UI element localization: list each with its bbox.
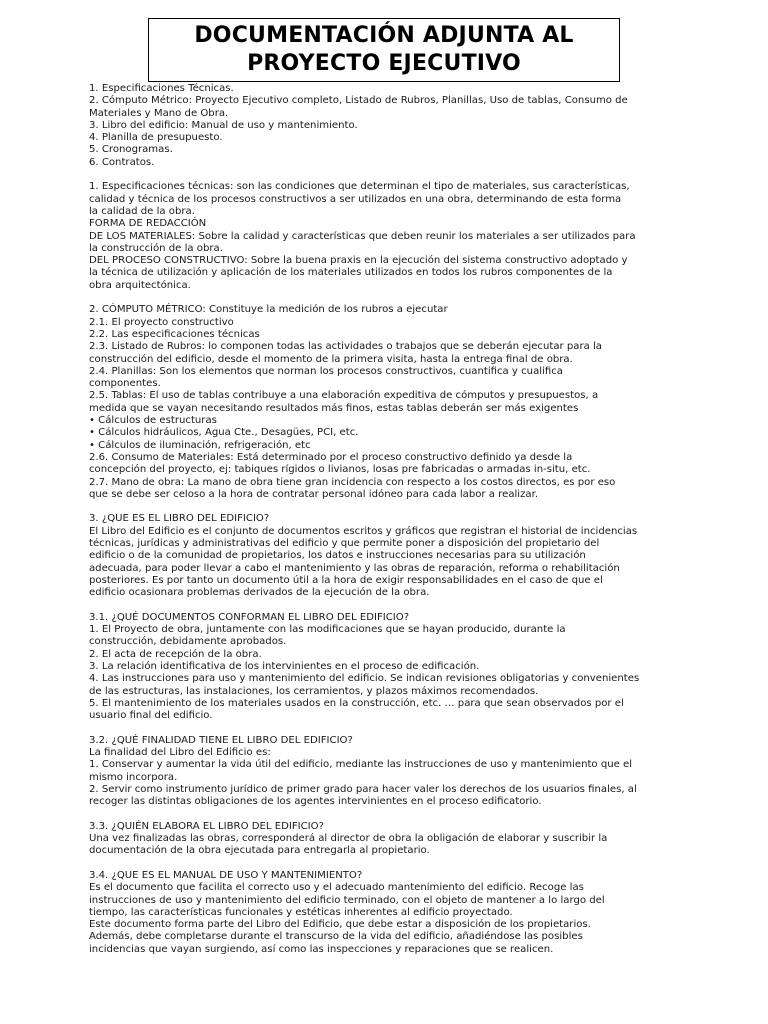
text-line: 3.2. ¿QUÉ FINALIDAD TIENE EL LIBRO DEL EDIFICIO? bbox=[89, 734, 353, 746]
text-line: recoger las distintas obligaciones de los agentes intervinientes en el proceso edificatorio. bbox=[89, 796, 542, 808]
text-line: Es el documento que facilita el correcto uso y el adecuado mantenimiento del edificio. Recoge las bbox=[89, 882, 584, 894]
text-line: 2.2. Las especificaciones técnicas bbox=[89, 328, 260, 340]
text-line: usuario final del edificio. bbox=[89, 710, 213, 722]
document-title-line-2: PROYECTO EJECUTIVO bbox=[247, 51, 521, 76]
paragraph-gap bbox=[89, 169, 689, 181]
text-line: edificio ocasionara problemas derivados de la ejecución de la obra. bbox=[89, 587, 430, 599]
document-title-box bbox=[148, 18, 620, 82]
paragraph bbox=[89, 735, 689, 809]
document-body bbox=[89, 83, 689, 956]
text-line: Una vez finalizadas las obras, corresponderá al director de obra la obligación de elaborar y suscribir la bbox=[89, 833, 608, 845]
text-line: 3.3. ¿QUIÉN ELABORA EL LIBRO DEL EDIFICIO? bbox=[89, 820, 324, 832]
paragraph bbox=[89, 612, 689, 723]
paragraph bbox=[89, 513, 689, 599]
text-line: componentes. bbox=[89, 378, 161, 390]
text-line: 1. El Proyecto de obra, juntamente con las modificaciones que se hayan producido, durante la bbox=[89, 624, 566, 636]
text-line: 3.1. ¿QUÉ DOCUMENTOS CONFORMAN EL LIBRO DEL EDIFICIO? bbox=[89, 611, 410, 623]
text-line: DEL PROCESO CONSTRUCTIVO: Sobre la buena praxis en la ejecución del sistema constructivo adoptado y bbox=[89, 255, 628, 267]
text-line: 3. Libro del edificio: Manual de uso y mantenimiento. bbox=[89, 119, 358, 131]
text-line: 4. Las instrucciones para uso y mantenimiento del edificio. Se indican revisiones obligatorias y convenientes bbox=[89, 673, 640, 685]
text-line: concepción del proyecto, ej: tabiques rígidos o livianos, losas pre fabricadas o armadas in-situ, etc. bbox=[89, 464, 591, 476]
text-line: • Cálculos de estructuras bbox=[89, 415, 217, 427]
paragraph bbox=[89, 181, 689, 292]
text-line: Además, debe completarse durante el transcurso de la vida del edificio, añadiéndose las posibles bbox=[89, 931, 583, 943]
text-line: adecuada, para poder llevar a cabo el mantenimiento y las obras de reparación, reforma o rehabilitación bbox=[89, 562, 620, 574]
text-line: construcción, debidamente aprobados. bbox=[89, 636, 287, 648]
text-line: 2. El acta de recepción de la obra. bbox=[89, 648, 262, 660]
text-line: Este documento forma parte del Libro del Edificio, que debe estar a disposición de los propietarios. bbox=[89, 919, 591, 931]
text-line: 2.6. Consumo de Materiales: Está determinado por el proceso constructivo definido ya desde la bbox=[89, 451, 573, 463]
text-line: La finalidad del Libro del Edificio es: bbox=[89, 747, 271, 759]
text-line: construcción del edificio, desde el momento de la primera visita, hasta la entrega final de obra. bbox=[89, 353, 573, 365]
text-line: • Cálculos de iluminación, refrigeración, etc bbox=[89, 439, 311, 451]
text-line: técnicas, jurídicas y administrativas del edificio y que permite poner a disposición del propietario del bbox=[89, 537, 600, 549]
text-line: de las estructuras, las instalaciones, los cerramientos, y plazos máximos recomendados. bbox=[89, 685, 539, 697]
text-line: 5. El mantenimiento de los materiales usados en la construcción, etc. … para que sean observados por el bbox=[89, 697, 624, 709]
text-line: 1. Especificaciones técnicas: son las condiciones que determinan el tipo de materiales, sus características, bbox=[89, 181, 630, 193]
text-line: 2.3. Listado de Rubros: lo componen todas las actividades o trabajos que se deberán ejecutar para la bbox=[89, 341, 602, 353]
paragraph bbox=[89, 304, 689, 501]
text-line: 1. Conservar y aumentar la vida útil del edificio, mediante las instrucciones de uso y mantenimiento que el bbox=[89, 759, 633, 771]
text-line: edificio o de la comunidad de propietarios, los datos e instrucciones necesarias para su utilización bbox=[89, 550, 586, 562]
text-line: 3. ¿QUE ES EL LIBRO DEL EDIFICIO? bbox=[89, 513, 270, 525]
paragraph-gap bbox=[89, 599, 689, 611]
paragraph-gap bbox=[89, 809, 689, 821]
text-line: 2.1. El proyecto constructivo bbox=[89, 316, 234, 328]
text-line: la técnica de utilización y aplicación de los materiales utilizados en todos los rubros componentes de la bbox=[89, 267, 613, 279]
text-line: • Cálculos hidráulicos, Agua Cte., Desagües, PCI, etc. bbox=[89, 427, 359, 439]
paragraph-gap bbox=[89, 292, 689, 304]
text-line: 2. CÓMPUTO MÉTRICO: Constituye la medición de los rubros a ejecutar bbox=[89, 304, 448, 316]
text-line: El Libro del Edificio es el conjunto de documentos escritos y gráficos que registran el historial de incidencias bbox=[89, 525, 638, 537]
text-line: 6. Contratos. bbox=[89, 156, 155, 168]
text-line: calidad y técnica de los procesos constructivos a ser utilizados en una obra, determinando de esta forma bbox=[89, 193, 622, 205]
text-line: medida que se vayan necesitando resultados más finos, estas tablas deberán ser más exigentes bbox=[89, 402, 579, 414]
text-line: 1. Especificaciones Técnicas. bbox=[89, 83, 234, 94]
text-line: Materiales y Mano de Obra. bbox=[89, 107, 229, 119]
text-line: 3.4. ¿QUE ES EL MANUAL DE USO Y MANTENIMIENTO? bbox=[89, 870, 363, 881]
text-line: la construcción de la obra. bbox=[89, 242, 223, 254]
text-line: que se debe ser celoso a la hora de contratar personal idóneo para cada labor a realizar. bbox=[89, 488, 539, 500]
paragraph bbox=[89, 821, 689, 858]
text-line: 2.5. Tablas: El uso de tablas contribuye a una elaboración expeditiva de cómputos y presupuestos, a bbox=[89, 390, 599, 402]
text-line: documentación de la obra ejecutada para entregarla al propietario. bbox=[89, 845, 430, 857]
text-line: 2.4. Planillas: Son los elementos que norman los procesos constructivos, cuantifica y cualifica bbox=[89, 365, 563, 377]
text-line: mismo incorpora. bbox=[89, 771, 178, 783]
paragraph bbox=[89, 83, 689, 169]
paragraph bbox=[89, 870, 689, 956]
text-line: obra arquitectónica. bbox=[89, 279, 191, 291]
text-line: FORMA DE REDACCIÓN bbox=[89, 218, 207, 230]
paragraph-gap bbox=[89, 858, 689, 870]
paragraph-gap bbox=[89, 501, 689, 513]
text-line: tiempo, las características funcionales y estéticas inherentes al edificio proyectado. bbox=[89, 906, 513, 918]
text-line: 2. Servir como instrumento jurídico de primer grado para hacer valer los derechos de los usuarios finales, al bbox=[89, 783, 637, 795]
text-line: 5. Cronogramas. bbox=[89, 144, 173, 156]
text-line: la calidad de la obra. bbox=[89, 205, 195, 217]
text-line: 2. Cómputo Métrico: Proyecto Ejecutivo completo, Listado de Rubros, Planillas, Uso de tablas, Consumo de bbox=[89, 95, 628, 107]
text-line: 2.7. Mano de obra: La mano de obra tiene gran incidencia con respecto a los costos directos, es por eso bbox=[89, 476, 616, 488]
text-line: 3. La relación identificativa de los intervinientes en el proceso de edificación. bbox=[89, 660, 480, 672]
text-line: 4. Planilla de presupuesto. bbox=[89, 132, 223, 144]
paragraph-gap bbox=[89, 722, 689, 734]
text-line: DE LOS MATERIALES: Sobre la calidad y características que deben reunir los materiales a ser utilizados para bbox=[89, 230, 636, 242]
text-line: instrucciones de uso y mantenimiento del edificio terminado, con el objeto de mantener a lo largo del bbox=[89, 894, 605, 906]
text-line: incidencias que vayan surgiendo, así como las inspecciones y reparaciones que se realicen. bbox=[89, 943, 554, 955]
document-title-line-1: DOCUMENTACIÓN ADJUNTA AL bbox=[194, 23, 574, 48]
text-line: posteriores. Es por tanto un documento útil a la hora de exigir responsabilidades en el caso de que el bbox=[89, 574, 603, 586]
